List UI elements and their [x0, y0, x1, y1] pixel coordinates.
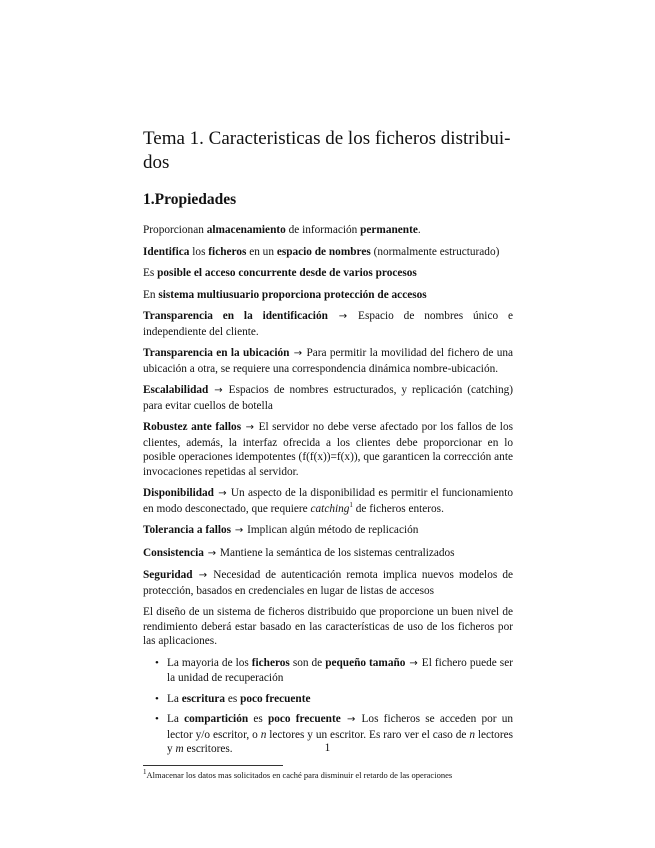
paragraph-almacenamiento: Proporcionan almacenamiento de información permanente.: [143, 224, 421, 236]
footnote-number: 1: [143, 767, 147, 776]
right-arrow-icon: →: [207, 547, 217, 559]
paragraph-escalabilidad: Escalabilidad → Espacios de nombres estructurados, y replicación (catching) para evitar cuellos de botella: [143, 384, 514, 412]
right-arrow-icon: →: [218, 488, 227, 499]
title-line-1: Tema 1. Caracteristicas de los ficheros distribui-: [143, 128, 511, 149]
paragraph-diseno: El diseño de un sistema de ficheros distribuido que proporcione un buen nivel de rendimiento deberá estar basado en las características de uso de los ficheros por las aplicaciones.: [143, 606, 513, 647]
bullet-icon: •: [155, 692, 159, 705]
paragraph-consistencia: Consistencia → Mantiene la semántica de los sistemas centralizados: [143, 546, 455, 559]
paragraph-robustez: Robustez ante fallos → El servidor no debe verse afectado por los fallos de los clientes, además, la interfaz ofrecida a los clientes debe proporcionar en lo posible operaciones idempotentes (f(f(x))=f(x)), que garanticen la corrección ante invocaciones repetidas al servidor.: [143, 421, 513, 478]
page-title: [143, 127, 513, 175]
footnote-marker: 1: [349, 500, 353, 509]
right-arrow-icon: →: [234, 525, 244, 536]
footnote-divider: [143, 765, 283, 766]
right-arrow-icon: →: [346, 714, 356, 725]
paragraph-tolerancia: Tolerancia a fallos → Implican algún método de replicación: [143, 524, 419, 536]
paragraph-identifica: Identifica los ficheros en un espacio de nombres (normalmente estructurado): [143, 245, 500, 258]
paragraph-transparencia-ubicacion: Transparencia en la ubicación → Para permitir la movilidad del fichero de una ubicación a otra, se requiere una correspondencia dinámica nombre-ubicación.: [143, 347, 514, 375]
right-arrow-icon: →: [245, 422, 255, 433]
page-number: 1: [324, 742, 331, 754]
right-arrow-icon: →: [293, 348, 303, 359]
page-content: [143, 127, 513, 781]
bullet-icon: •: [155, 656, 159, 669]
paragraph-transparencia-identificacion: Transparencia en la identificación → Espacio de nombres único e independiente del cliente.: [143, 310, 514, 338]
title-line-2: dos: [143, 152, 170, 173]
list-item: • La escritura es poco frecuente: [155, 692, 311, 705]
list-item: • La mayoria de los ficheros son de pequeño tamaño → El fichero puede ser la unidad de recuperación: [155, 656, 513, 684]
paragraph-multiusuario: En sistema multiusuario proporciona protección de accesos: [143, 288, 427, 301]
paragraph-disponibilidad: Disponibilidad → Un aspecto de la disponibilidad es permitir el funcionamiento en modo desconectado, que requiere catching$^1$ de ficheros enteros.: [143, 487, 513, 515]
section-heading: 1.Propiedades: [143, 191, 237, 208]
right-arrow-icon: →: [198, 570, 208, 581]
right-arrow-icon: →: [338, 311, 348, 322]
bullet-icon: •: [155, 713, 159, 725]
paragraph-acceso-concurrente: Es posible el acceso concurrente desde de varios procesos: [143, 267, 417, 279]
right-arrow-icon: →: [409, 657, 418, 669]
paragraph-seguridad: Seguridad → Necesidad de autenticación remota implica nuevos modelos de protección, basados en credenciales en lugar de listas de accesos: [143, 569, 514, 597]
list-item: • La compartición es poco frecuente → Los ficheros se acceden por un lector y/o escritor, o n lectores y un escritor. Es raro ver el caso de n lectores y m escritores.: [155, 713, 514, 755]
right-arrow-icon: →: [214, 385, 223, 396]
footnote: $^1$Almacenar los datos mas solicitados en caché para disminuir el retardo de las operaciones: [143, 767, 453, 780]
